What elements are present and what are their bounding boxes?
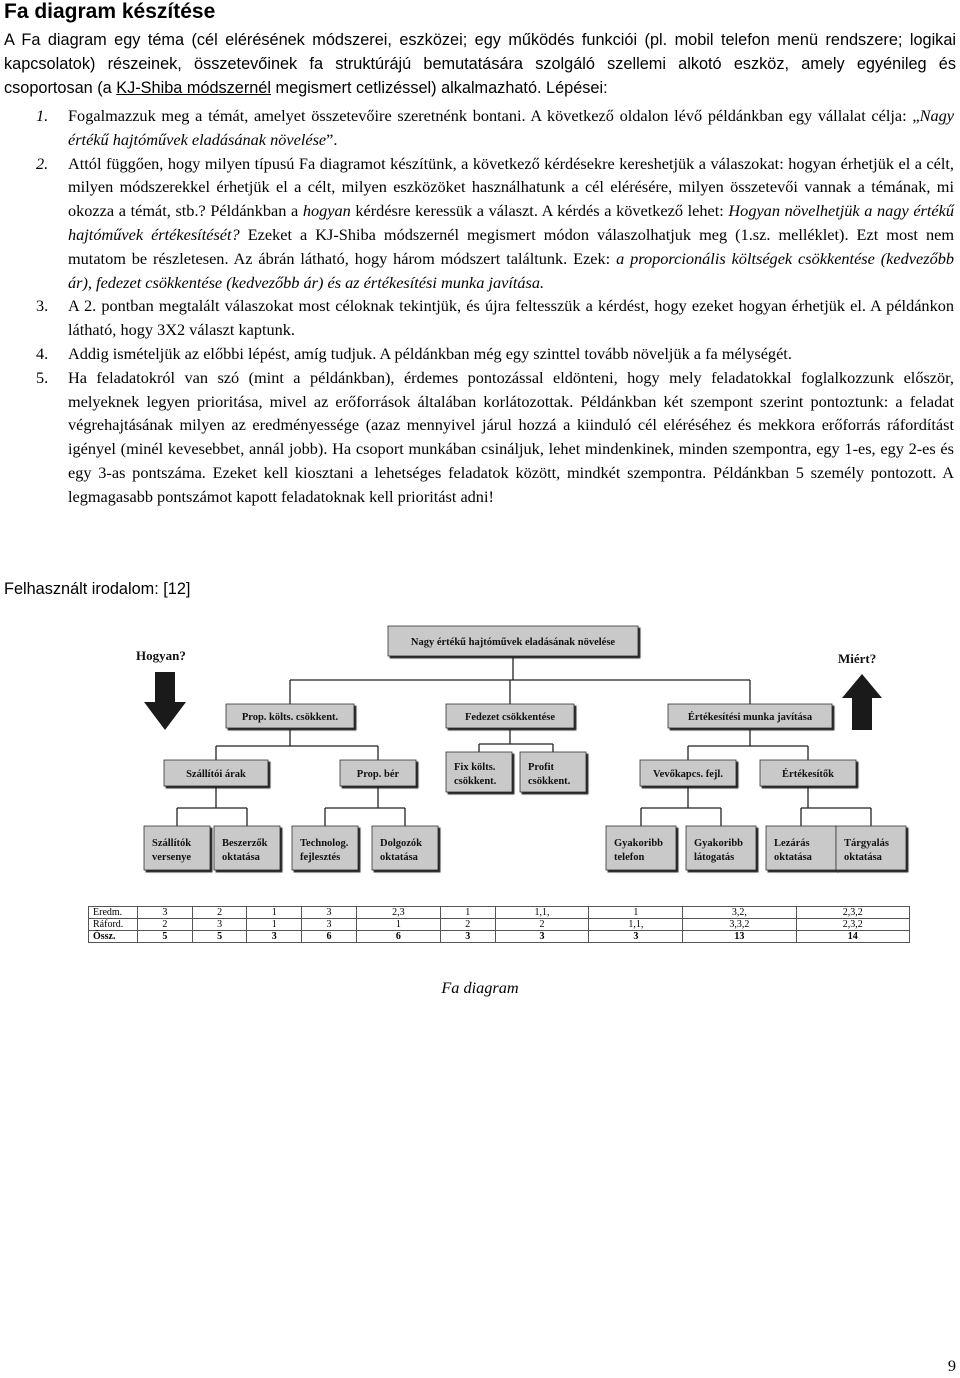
- level2-box-label: Szállítói árak: [186, 769, 246, 780]
- level3-box-label: Gyakoribb látogatás: [694, 838, 744, 863]
- score-row: [89, 919, 910, 931]
- step-text: hogyan: [302, 201, 351, 221]
- step-item: [0, 342, 960, 366]
- score-row: [89, 931, 910, 943]
- level3-box: [766, 826, 836, 870]
- score-cell: 2,3,2: [796, 907, 909, 919]
- score-cell: 6: [356, 931, 440, 943]
- level3-box: [372, 826, 438, 870]
- level3-box-label: Szállítók versenye: [152, 838, 192, 863]
- level3-box-label: Beszerzők oktatása: [222, 838, 268, 863]
- steps-list: [0, 104, 960, 509]
- down-arrow-icon: [144, 672, 186, 730]
- score-cell: 2,3: [356, 907, 440, 919]
- step-text: Nagy értékű hajtóművek eladásának növelése: [68, 106, 954, 149]
- level3-box: [292, 826, 358, 870]
- step-item: [0, 104, 960, 152]
- step-text: ”.: [326, 129, 338, 149]
- level2-box: [520, 752, 586, 792]
- level2-box-label: Prop. bér: [356, 769, 400, 780]
- score-cell: 1: [356, 919, 440, 931]
- level2-box-label: Profit csökkent.: [528, 762, 571, 787]
- level2-box: [340, 760, 416, 786]
- level3-box-label: Tárgyalás oktatása: [844, 838, 889, 863]
- intro-text-a: A Fa diagram egy téma (cél elérésének módszerei, eszközei; egy működés funkciói (pl. mobil telefon menü rendszere; logikai kapcsolatok) részeinek, összetevőinek fa struktúrájú bemutatására szolgáló szellemi alkotó eszköz, amely egyénileg és csoportosan (a: [4, 31, 956, 97]
- level2-box: [640, 760, 736, 786]
- score-row-label: Ráford.: [89, 919, 138, 931]
- level3-box: [214, 826, 280, 870]
- score-cell: 1: [589, 907, 683, 919]
- step-number: 4.: [36, 343, 49, 363]
- score-cell: 3: [589, 931, 683, 943]
- level3-box-label: Dolgozók oktatása: [380, 838, 422, 863]
- root-box: [388, 626, 638, 656]
- level2-box-label: Fix költs. csökkent.: [454, 762, 497, 787]
- page-number: 9: [947, 1356, 956, 1375]
- score-cell: 13: [683, 931, 796, 943]
- level2-box-label: Vevőkapcs. fejl.: [653, 769, 723, 780]
- level3-box-label: Gyakoribb telefon: [614, 838, 664, 863]
- step-item: [0, 366, 960, 509]
- step-text: a proporcionális költségek csökkentése (kedvezőbb ár), fedezet csökkentése (kedvezőbb ár) és az értékesítési munka javítása.: [68, 248, 954, 292]
- score-cell: 1: [440, 907, 495, 919]
- step-number: 1.: [36, 106, 49, 125]
- level1-box-label: Fedezet csökkentése: [464, 712, 556, 723]
- score-cell: 2: [440, 919, 495, 931]
- level2-box: [164, 760, 268, 786]
- level1-box-label: Prop. költs. csökkent.: [241, 712, 339, 723]
- score-cell: 2: [192, 907, 247, 919]
- page-title: Fa diagram készítése: [4, 0, 216, 23]
- step-item: [0, 152, 960, 295]
- score-cell: 2: [138, 919, 193, 931]
- score-cell: 2: [495, 919, 589, 931]
- score-cell: 5: [192, 931, 247, 943]
- step-text: Attól függően, hogy milyen típusú Fa diagramot készítünk, a következő kérdésekre kereshetjük a válaszokat: hogyan érhetjük el a célt, milyen módszerekkel érhetjük el a célt, milyen eszközöket használhatunk a cél elérésére, milyen összetevői vannak a témának, mi okozza a témát, stb.? Példánkban a: [68, 153, 954, 221]
- level1-box: [668, 704, 832, 728]
- step-text: kérdésre keressük a választ. A kérdés a következő lehet:: [350, 201, 729, 221]
- how-label: Hogyan?: [136, 648, 186, 663]
- score-cell: 3: [495, 931, 589, 943]
- kj-shiba-link[interactable]: KJ-Shiba módszernél: [116, 79, 271, 97]
- references: Felhasznált irodalom: [12]: [4, 580, 191, 598]
- step-number: 3.: [36, 296, 49, 316]
- score-cell: 3: [138, 907, 193, 919]
- step-text: Addig ismételjük az előbbi lépést, amíg tudjuk. A példánkban még egy szinttel tovább növeljük a fa mélységét.: [68, 343, 792, 363]
- why-label: Miért?: [838, 651, 877, 666]
- step-number: 2.: [36, 153, 49, 173]
- intro-paragraph: [4, 28, 956, 100]
- score-cell: 14: [796, 931, 909, 943]
- score-cell: 3: [302, 907, 357, 919]
- score-cell: 1: [247, 919, 302, 931]
- score-row: [89, 907, 910, 919]
- step-text: Ezeket a KJ-Shiba módszernél megismert módon válaszolhatjuk meg (1.sz. melléklet). Ezt most nem mutatom be részletesen. Az ábrán látható, hogy három módszert találtunk. Ezek:: [68, 224, 955, 268]
- level3-box: [144, 826, 210, 870]
- level2-box: [446, 752, 512, 792]
- up-arrow-icon: [842, 674, 882, 730]
- level1-box: [446, 704, 574, 728]
- root-box-label: Nagy értékű hajtóművek eladásának növelése: [410, 637, 616, 648]
- score-cell: 6: [302, 931, 357, 943]
- level2-box: [760, 760, 856, 786]
- level3-box: [606, 826, 676, 870]
- level3-box-label: Lezárás oktatása: [774, 838, 812, 863]
- score-cell: 3: [192, 919, 247, 931]
- score-cell: 5: [138, 931, 193, 943]
- score-cell: 3: [302, 919, 357, 931]
- intro-text-b: megismert cetlizéssel) alkalmazható. Lépései:: [270, 79, 608, 97]
- score-cell: 1: [247, 907, 302, 919]
- step-text: Hogyan növelhetjük a nagy értékű hajtóművek értékesítését?: [68, 201, 954, 244]
- score-row-label: Eredm.: [89, 907, 138, 919]
- figure-caption: Fa diagram: [441, 978, 519, 997]
- step-item: [0, 294, 960, 342]
- score-cell: 1,1,: [589, 919, 683, 931]
- score-cell: 3,3,2: [683, 919, 796, 931]
- score-cell: 3,2,: [683, 907, 796, 919]
- score-cell: 1,1,: [495, 907, 589, 919]
- level3-box-label: Technolog. fejlesztés: [300, 838, 349, 863]
- level3-box: [836, 826, 906, 870]
- score-cell: 3: [440, 931, 495, 943]
- step-text: Ha feladatokról van szó (mint a példánkban), érdemes pontozással eldönteni, hogy mely feladatokkal foglalkozzunk először, melyeknek legyen prioritása, mivel az erőforrások általában korlátozottak. Példánkban két szempont szerint pontoztunk: a feladat végrehajtásának milyen az eredményessége (azaz mennyivel járul hozzá a kiinduló cél eléréséhez és mekkora erőforrás ráfordítást igényel (minél kevesebbet, annál jobb). Ha csoport munkában csináljuk, lehet mindenkinek, minden szempontra, egy 1-es, egy 2-es és egy 3-as pontszáma. Ezeket kell kiosztani a lehetséges feladatok között, mindkét szempontra. Példánkban 5 személy pontozott. A legmagasabb pontszámot kapott feladatoknak kell prioritást adni!: [68, 367, 954, 506]
- score-cell: 2,3,2: [796, 919, 909, 931]
- level2-box-label: Értékesítők: [782, 769, 834, 780]
- step-text: Fogalmazzuk meg a témát, amelyet összetevőire szeretnénk bontani. A következő oldalon lévő példánkban egy vállalat célja: „: [68, 106, 920, 125]
- score-row-label: Össz.: [89, 931, 138, 943]
- level1-box: [226, 704, 354, 728]
- level1-box-label: Értékesítési munka javítása: [687, 712, 813, 723]
- level3-box: [686, 826, 756, 870]
- step-number: 5.: [36, 367, 49, 387]
- step-text: A 2. pontban megtalált válaszokat most céloknak tekintjük, és újra feltesszük a kérdést, hogy ezeket hogyan érhetjük el. A példánkon látható, hogy 3X2 választ kaptunk.: [68, 296, 954, 340]
- score-table: [88, 906, 910, 943]
- score-cell: 3: [247, 931, 302, 943]
